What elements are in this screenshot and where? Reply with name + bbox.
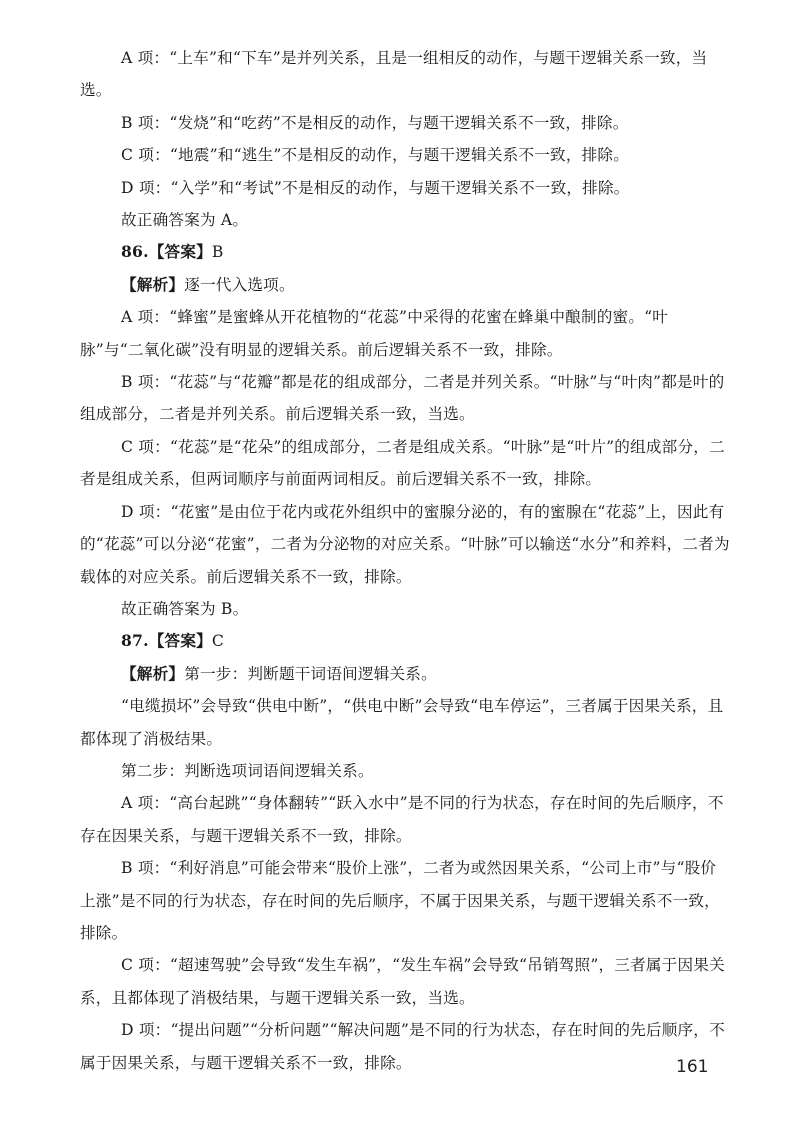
paragraph-q85-option-a: A 项：“上车”和“下车”是并列关系，且是一组相反的动作，与题干逻辑关系一致，当选。 (80, 49, 708, 100)
page-number: 161 (676, 1057, 709, 1077)
q86-analysis-label: 【解析】 (121, 274, 185, 294)
paragraph-q85-conclusion: 故正确答案为 A。 (121, 211, 249, 230)
q86-analysis-text: 逐一代入选项。 (184, 275, 295, 294)
paragraph-q86-option-d: D 项：“花蜜”是由位于花内或花外组织中的蜜腺分泌的，有的蜜腺在“花蕊”上，因此有的“花蕊”可以分泌“花蜜”，二者为分泌物的对应关系。“叶脉”可以输送“水分”和养料，二者为载体的对应关系。前后逻辑关系不一致，排除。 (80, 502, 730, 586)
q86-answer-line (80, 236, 730, 268)
q87-answer-value: C (211, 632, 225, 651)
paragraph-q87-stem: “电缆损坏”会导致“供电中断”，“供电中断”会导致“电车停运”，三者属于因果关系，且都体现了消极结果。 (80, 697, 724, 748)
paragraph-q85-option-c: C 项：“地震”和“逃生”不是相反的动作，与题干逻辑关系不一致，排除。 (121, 146, 629, 165)
paragraph-q87-step-two: 第二步：判断选项词语间逻辑关系。 (121, 761, 374, 780)
paragraph-q86-option-a: A 项：“蜂蜜”是蜜蜂从开花植物的“花蕊”中采得的花蜜在蜂巢中酿制的蜜。“叶脉”与“二氧化碳”没有明显的逻辑关系。前后逻辑关系不一致，排除。 (80, 308, 669, 359)
q87-analysis-line (80, 658, 730, 690)
q87-answer-line (80, 625, 730, 657)
q86-analysis-line (80, 269, 730, 301)
paragraph-q87-option-b: B 项：“利好消息”可能会带来“股价上涨”，二者为或然因果关系，“公司上市”与“股价上涨”是不同的行为状态，存在时间的先后顺序，不属于因果关系，与题干逻辑关系不一致，排除。 (80, 859, 720, 942)
q87-analysis-text: 第一步：判断题干词语间逻辑关系。 (184, 664, 437, 683)
paragraph-q87-option-c: C 项：“超速驾驶”会导致“发生车祸”，“发生车祸”会导致“吊销驾照”，三者属于因果关系，且都体现了消极结果，与题干逻辑关系一致，当选。 (80, 956, 725, 1007)
paragraph-q87-option-d: D 项：“提出问题”“分析问题”“解决问题”是不同的行为状态，存在时间的先后顺序，不属于因果关系，与题干逻辑关系不一致，排除。 (80, 1021, 725, 1072)
paragraph-q87-option-a: A 项：“高台起跳”“身体翻转”“跃入水中”是不同的行为状态，存在时间的先后顺序，不存在因果关系，与题干逻辑关系不一致，排除。 (80, 794, 724, 845)
page-body (80, 42, 730, 1079)
paragraph-q85-option-d: D 项：“入学”和“考试”不是相反的动作，与题干逻辑关系不一致，排除。 (121, 178, 630, 197)
paragraph-q86-conclusion: 故正确答案为 B。 (121, 599, 249, 618)
q86-answer-label: 86.【答案】 (121, 242, 212, 262)
q87-answer-label: 87.【答案】 (121, 631, 212, 651)
q86-answer-value: B (211, 243, 224, 262)
paragraph-q86-option-c: C 项：“花蕊”是“花朵”的组成部分，二者是组成关系。“叶脉”是“叶片”的组成部分，二者是组成关系，但两词顺序与前面两词相反。前后逻辑关系不一致，排除。 (80, 437, 725, 489)
paragraph-q86-option-b: B 项：“花蕊”与“花瓣”都是花的组成部分，二者是并列关系。“叶脉”与“叶肉”都是叶的组成部分，二者是并列关系。前后逻辑关系一致，当选。 (80, 373, 725, 424)
q87-analysis-label: 【解析】 (121, 663, 185, 683)
paragraph-q85-option-b: B 项：“发烧”和“吃药”不是相反的动作，与题干逻辑关系不一致，排除。 (121, 113, 629, 132)
